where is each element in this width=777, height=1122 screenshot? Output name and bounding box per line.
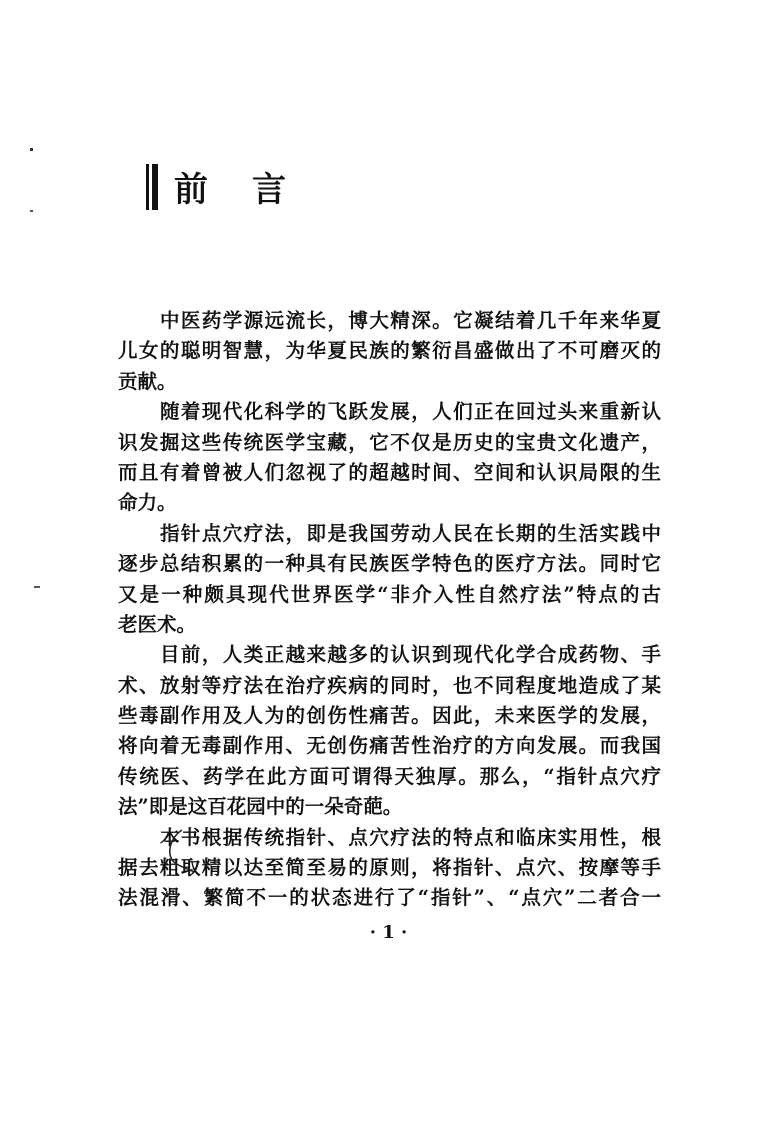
- chapter-heading: [146, 162, 330, 211]
- text-line: 逐步总结积累的一种具有民族医学特色的医疗方法。同时它: [118, 552, 661, 576]
- text-line: 中医药学源远流长，博大精深。它凝结着几千年来华夏: [160, 309, 661, 332]
- text-line: 法混滑、繁简不一的状态进行了“指针”、“点穴”二者合一: [118, 886, 661, 910]
- text-line: 识发掘这些传统医学宝藏，它不仅是历史的宝贵文化遗产，: [118, 430, 661, 454]
- text-line: 传统医、药学在此方面可谓得天独厚。那么，“指针点穴疗: [118, 764, 661, 788]
- handwritten-mark: [160, 826, 200, 876]
- page-title: 前言: [174, 170, 330, 210]
- text-line: 又是一种颇具现代世界医学“非介入性自然疗法”特点的古: [118, 582, 661, 606]
- text-line: 法”即是这百花园中的一朵奇葩。: [118, 795, 403, 819]
- preface-body: [118, 306, 661, 914]
- text-line: 些毒副作用及人为的创伤性痛苦。因此，未来医学的发展，: [118, 704, 661, 728]
- text-line: 老医术。: [118, 612, 197, 636]
- text-line: 本书根据传统指针、点穴疗法的特点和临床实用性，根: [160, 825, 661, 849]
- text-line: 贡献。: [118, 369, 177, 393]
- text-line: 指针点穴疗法，即是我国劳动人民在长期的生活实践中: [160, 521, 661, 545]
- text-line: 而且有着曾被人们忽视了的超越时间、空间和认识局限的生: [118, 460, 661, 484]
- heading-bar-thick: [152, 164, 158, 210]
- text-line: 命力。: [118, 491, 177, 515]
- text-line: 将向着无毒副作用、无创伤痛苦性治疗的方向发展。而我国: [118, 734, 661, 758]
- text-line: 目前，人类正越来越多的认识到现代化学合成药物、手: [160, 643, 661, 667]
- text-line: 随着现代化科学的飞跃发展，人们正在回过头来重新认: [160, 400, 661, 424]
- scan-speck: [30, 210, 33, 212]
- text-line: 儿女的聪明智慧，为华夏民族的繁衍昌盛做出了不可磨灭的: [118, 339, 661, 363]
- text-line: 术、放射等疗法在治疗疾病的同时，也不同程度地造成了某: [118, 673, 661, 697]
- scan-speck: [34, 586, 40, 588]
- scan-speck: [30, 148, 33, 151]
- heading-bar-thin: [146, 164, 149, 210]
- page-number: · 1 ·: [369, 922, 408, 943]
- text-line: 据去粗取精以达至简至易的原则，将指针、点穴、按摩等手: [118, 856, 661, 880]
